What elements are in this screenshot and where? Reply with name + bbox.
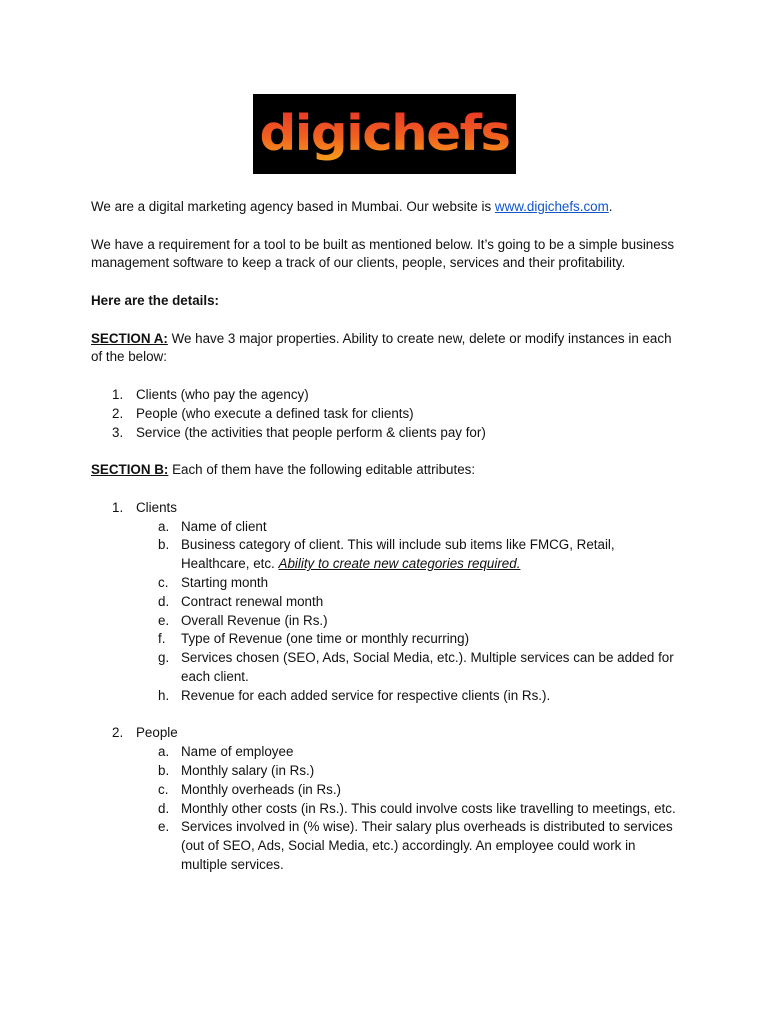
list-letter: b. xyxy=(158,537,170,553)
list-item-text: Contract renewal month xyxy=(181,593,324,609)
list-item-people xyxy=(91,724,681,874)
emphasis-text: Ability to create new categories required. xyxy=(278,556,521,572)
list-number: 2. xyxy=(112,405,124,421)
list-number: 3. xyxy=(112,424,124,440)
list-item xyxy=(91,818,681,874)
digichefs-logo xyxy=(253,94,516,174)
section-a-intro xyxy=(91,330,681,368)
intro-text: We are a digital marketing agency based in Mumbai. Our website is xyxy=(91,199,495,214)
list-item xyxy=(91,593,681,612)
list-number: 2. xyxy=(112,725,124,741)
people-attribute-list xyxy=(136,743,681,875)
intro-paragraph-1 xyxy=(91,198,681,217)
list-item-text: Monthly other costs (in Rs.). This could involve costs like travelling to meetings, etc. xyxy=(181,800,676,816)
list-item xyxy=(91,518,681,537)
list-letter: d. xyxy=(158,800,170,816)
list-item xyxy=(91,405,681,424)
section-b-intro xyxy=(91,461,681,480)
list-item-text: Services chosen (SEO, Ads, Social Media, etc.). Multiple services can be added for each client. xyxy=(181,650,674,684)
section-a-label: SECTION A: xyxy=(91,330,168,346)
list-item-text: Service (the activities that people perform & clients pay for) xyxy=(136,424,486,440)
list-letter: c. xyxy=(158,781,169,797)
list-number: 1. xyxy=(112,499,124,515)
list-letter: c. xyxy=(158,574,169,590)
list-item-text: Revenue for each added service for respective clients (in Rs.). xyxy=(181,687,551,703)
list-item-text: Name of employee xyxy=(181,744,294,760)
list-item xyxy=(91,424,681,443)
list-item xyxy=(91,536,681,574)
list-item-text: People (who execute a defined task for clients) xyxy=(136,405,414,421)
list-item-title: Clients xyxy=(136,499,177,515)
list-number: 1. xyxy=(112,386,124,402)
list-letter: h. xyxy=(158,687,170,703)
section-b-text: Each of them have the following editable attributes: xyxy=(168,462,476,478)
list-item-text: Type of Revenue (one time or monthly recurring) xyxy=(181,631,470,647)
list-item-clients xyxy=(91,499,681,706)
list-letter: d. xyxy=(158,593,170,609)
section-b-label: SECTION B: xyxy=(91,462,169,478)
list-item xyxy=(91,687,681,706)
list-item-text: Services involved in (% wise). Their salary plus overheads is distributed to services (out of SEO, Ads, Social Media, etc.) accordingly. An employee could work in multiple services. xyxy=(181,819,673,872)
list-item-text: Clients (who pay the agency) xyxy=(136,386,309,402)
logo-text: digichefs xyxy=(259,105,510,162)
list-letter: g. xyxy=(158,650,170,666)
list-item-text: Name of client xyxy=(181,518,267,534)
list-item xyxy=(91,743,681,762)
list-item xyxy=(91,800,681,819)
details-heading xyxy=(91,292,681,311)
list-item-text: Starting month xyxy=(181,574,269,590)
list-letter: a. xyxy=(158,518,170,534)
list-letter: e. xyxy=(158,819,170,835)
list-item-title: People xyxy=(136,725,178,741)
list-item xyxy=(91,386,681,405)
list-item xyxy=(91,574,681,593)
list-item-text: Monthly overheads (in Rs.) xyxy=(181,781,342,797)
clients-attribute-list xyxy=(136,518,681,706)
list-item xyxy=(91,762,681,781)
list-item xyxy=(91,612,681,631)
section-a-text: We have 3 major properties. Ability to create new, delete or modify instances in each of the below: xyxy=(91,330,672,365)
list-letter: a. xyxy=(158,744,170,760)
list-item-text: Monthly salary (in Rs.) xyxy=(181,762,315,778)
section-b-list xyxy=(91,499,681,875)
intro-end: . xyxy=(608,199,613,214)
list-item xyxy=(91,781,681,800)
list-item-text: Overall Revenue (in Rs.) xyxy=(181,612,328,628)
website-link[interactable]: www.digichefs.com xyxy=(494,199,609,214)
document-body xyxy=(91,198,681,875)
list-item xyxy=(91,649,681,687)
section-a-list xyxy=(91,386,681,442)
list-item-text: Business category of client. This will include sub items like FMCG, Retail, Healthcare, etc. xyxy=(181,537,615,572)
list-letter: f. xyxy=(158,631,166,647)
list-letter: b. xyxy=(158,762,170,778)
list-letter: e. xyxy=(158,612,170,628)
intro-paragraph-2: We have a requirement for a tool to be built as mentioned below. It’s going to be a simple business management software to keep a track of our clients, people, services and their profitability. xyxy=(91,236,675,271)
details-heading-text: Here are the details: xyxy=(91,292,220,308)
list-item xyxy=(91,630,681,649)
logo-wordmark xyxy=(253,94,516,174)
